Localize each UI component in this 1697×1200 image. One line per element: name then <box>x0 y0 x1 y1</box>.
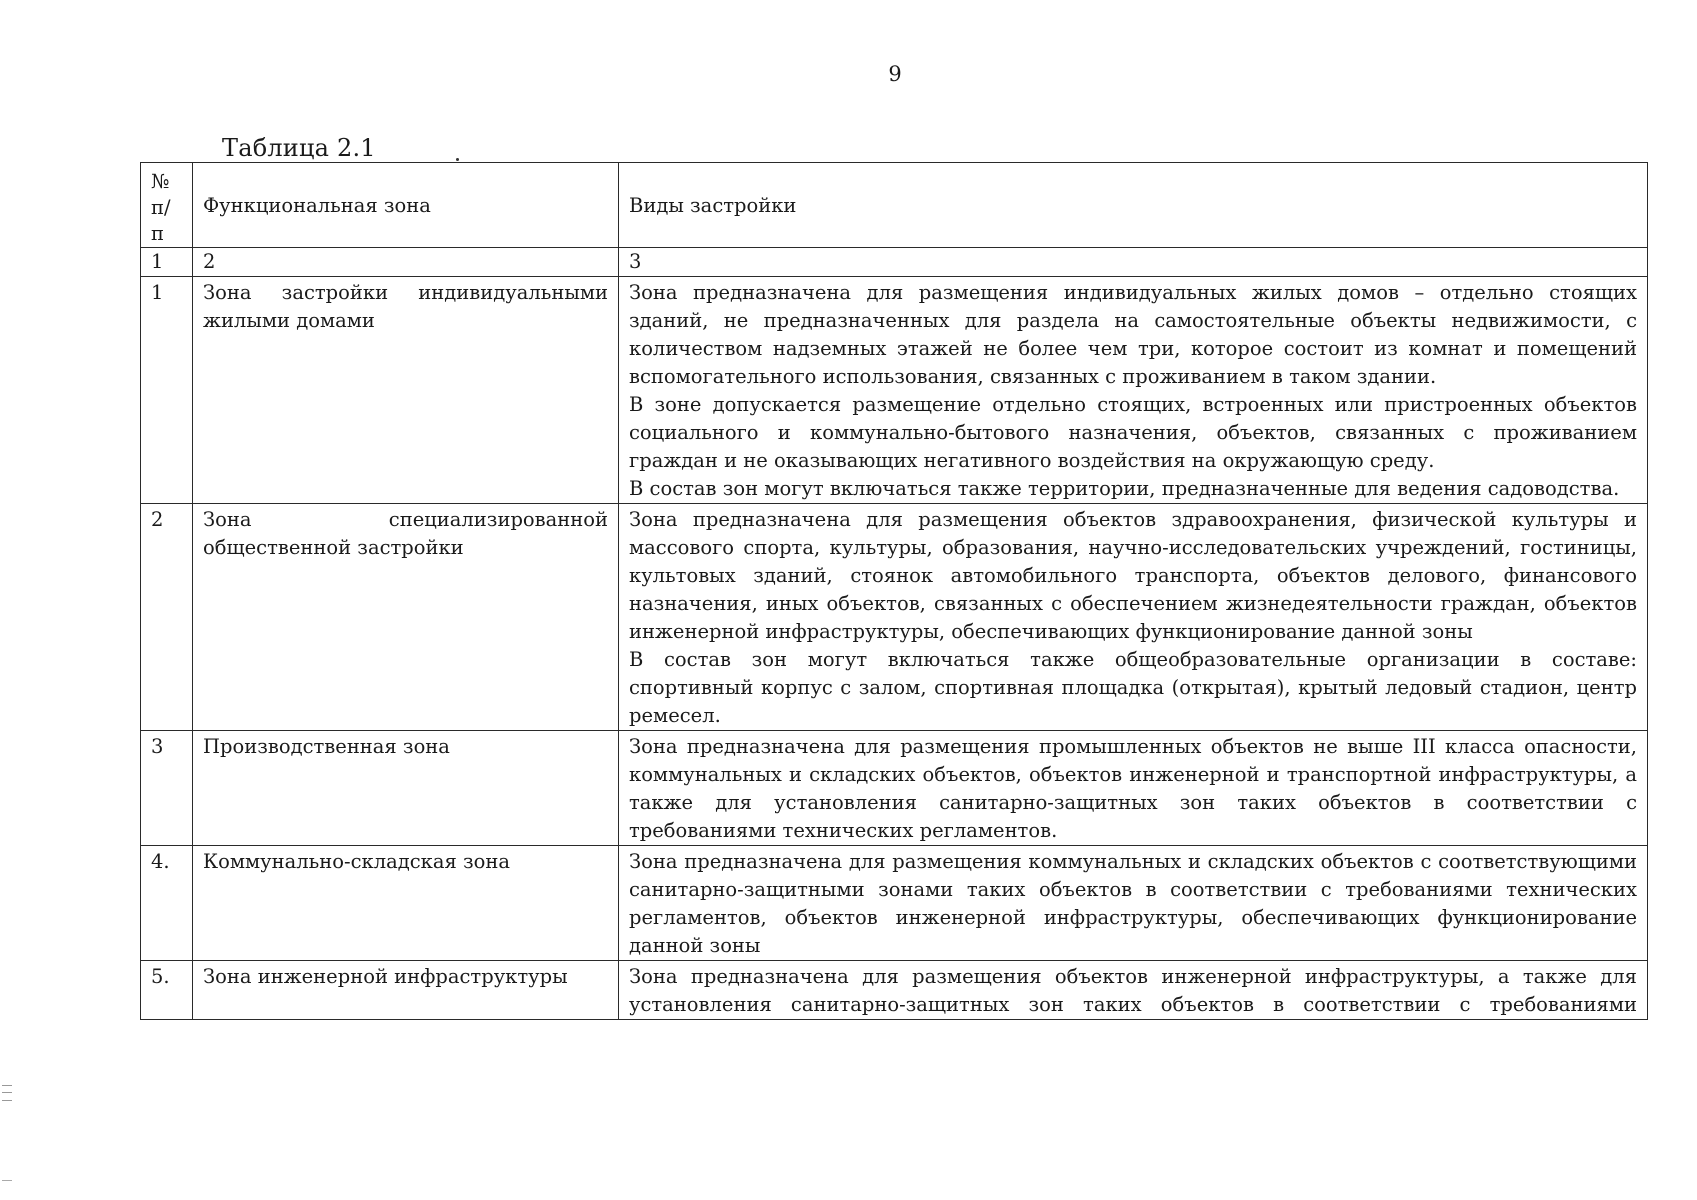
table-row <box>141 277 1648 504</box>
zones-table <box>140 162 1648 1020</box>
zone-description <box>619 504 1648 731</box>
column-number-1: 1 <box>141 248 193 277</box>
zone-name: Зона застройки индивидуальными жилыми домами <box>193 277 619 504</box>
header-num: № п/п <box>141 163 193 248</box>
zone-description <box>619 731 1648 846</box>
zone-description <box>619 961 1648 1020</box>
table-row <box>141 961 1648 1020</box>
description-paragraph: В состав зон могут включаться также общеобразовательные организации в составе: спортивный корпус с залом, спортивная площадка (открытая), крытый ледовый стадион, центр ремесел. <box>629 648 1637 727</box>
zone-name: Зона инженерной инфраструктуры <box>193 961 619 1020</box>
scan-edge-line <box>2 1180 12 1181</box>
row-number: 4. <box>141 846 193 961</box>
description-paragraph: В состав зон могут включаться также территории, предназначенные для ведения садоводства. <box>629 477 1620 500</box>
row-number: 2 <box>141 504 193 731</box>
zone-name: Зона специализированной общественной застройки <box>193 504 619 731</box>
table-caption: Таблица 2.1 <box>222 134 376 162</box>
column-number-2: 2 <box>193 248 619 277</box>
table-row <box>141 731 1648 846</box>
description-paragraph: Зона предназначена для размещения объектов здравоохранения, физической культуры и массового спорта, культуры, образования, научно-исследовательских учреждений, гостиницы, культовых зданий, стоянок автомобильного транспорта, объектов делового, финансового назначения, иных объектов, связанных с обеспечением жизнедеятельности граждан, объектов инженерной инфраструктуры, обеспечивающих функционирование данной зоны <box>629 508 1637 643</box>
column-number-3: 3 <box>619 248 1648 277</box>
description-paragraph: В зоне допускается размещение отдельно стоящих, встроенных или пристроенных объектов социального и коммунально-бытового назначения, объектов, связанных с проживанием граждан и не оказывающих негативного воздействия на окружающую среду. <box>629 393 1637 472</box>
description-paragraph: Зона предназначена для размещения коммунальных и складских объектов с соответствующими санитарно-защитными зонами таких объектов в соответствии с требованиями технических регламентов, объектов инженерной инфраструктуры, обеспечивающих функционирование данной зоны <box>629 850 1637 957</box>
description-paragraph: Зона предназначена для размещения промышленных объектов не выше III класса опасности, коммунальных и складских объектов, объектов инженерной и транспортной инфраструктуры, а также для установления санитарно-защитных зон таких объектов в соответствии с требованиями технических регламентов. <box>629 735 1637 842</box>
stray-dot <box>456 158 459 161</box>
zone-name: Коммунально-складская зона <box>193 846 619 961</box>
table-row <box>141 504 1648 731</box>
column-number-row <box>141 248 1648 277</box>
page-number: 9 <box>888 62 902 86</box>
description-paragraph: Зона предназначена для размещения объектов инженерной инфраструктуры, а также для установления санитарно-защитных зон таких объектов в соответствии с требованиями <box>629 965 1637 1016</box>
header-row <box>141 163 1648 248</box>
row-number: 5. <box>141 961 193 1020</box>
row-number: 3 <box>141 731 193 846</box>
description-paragraph: Зона предназначена для размещения индивидуальных жилых домов – отдельно стоящих зданий, не предназначенных для раздела на самостоятельные объекты недвижимости, с количеством надземных этажей не более чем три, которое состоит из комнат и помещений вспомогательного использования, связанных с проживанием в таком здании. <box>629 281 1637 388</box>
header-types: Виды застройки <box>619 163 1648 248</box>
zone-description <box>619 846 1648 961</box>
header-zone: Функциональная зона <box>193 163 619 248</box>
scan-edge-mark <box>2 1085 12 1101</box>
zone-description <box>619 277 1648 504</box>
row-number: 1 <box>141 277 193 504</box>
zone-name: Производственная зона <box>193 731 619 846</box>
table-row <box>141 846 1648 961</box>
